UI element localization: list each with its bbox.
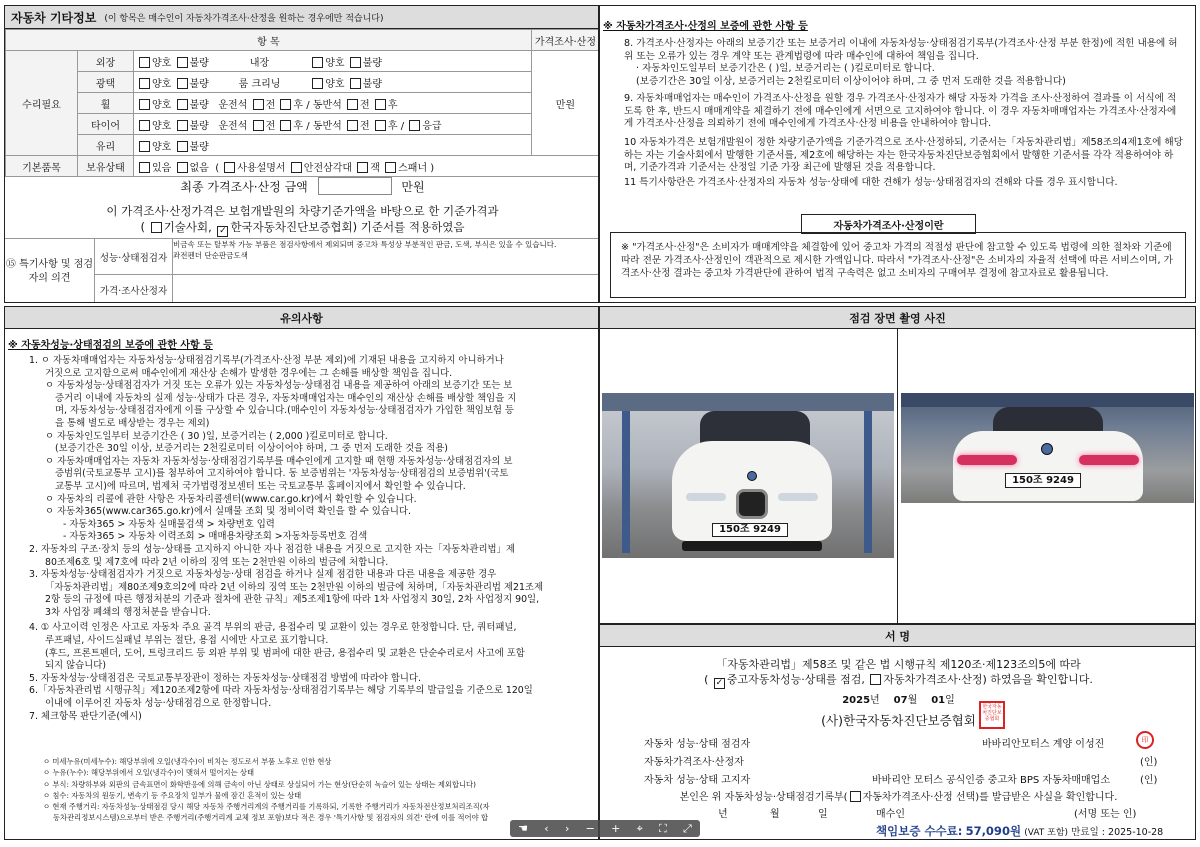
row-interior: 내장 bbox=[249, 57, 270, 69]
fit-icon[interactable]: ⛶ bbox=[659, 821, 667, 835]
perf-inspector-label: 성능·상태점검자 bbox=[95, 239, 173, 275]
row-wheel: 휠 bbox=[78, 93, 134, 114]
para-8: 8. 가격조사·산정자는 아래의 보증기간 또는 보증거리 이내에 자동차성능·상태점검기록부(가격조사·산정 부분 한정)에 적힌 내용에 허위 또는 오류가 있는 경우 계약 또는 관계법령에 따라 매수인에 대하여 책임을 집니다. bbox=[624, 38, 1178, 62]
row-glass-options: 양호 불량 bbox=[134, 135, 532, 156]
kaa-checkbox[interactable]: ✓ bbox=[219, 226, 227, 236]
chevron-left-icon[interactable]: ‹ bbox=[544, 822, 549, 835]
row-tire-options: 양호 불량 운전석 전 후 / 동반석 전 후 / 응급 bbox=[134, 114, 532, 135]
price-unit: 만원 bbox=[531, 51, 599, 156]
wheel-driver-rear-checkbox[interactable] bbox=[280, 99, 291, 110]
row-gloss: 광택 bbox=[78, 72, 134, 93]
exterior-good-checkbox[interactable] bbox=[139, 57, 150, 68]
tire-good-checkbox[interactable] bbox=[139, 120, 150, 131]
fee-value: 57,090원 bbox=[965, 824, 1022, 838]
expand-icon[interactable]: ⤢ bbox=[683, 821, 692, 835]
tire-pass-front-checkbox[interactable] bbox=[347, 120, 358, 131]
roomclean-bad-checkbox[interactable] bbox=[350, 78, 361, 89]
row-exterior-options: 양호 불량 내장 양호 불량 bbox=[134, 51, 532, 72]
section-title-bar bbox=[5, 6, 598, 29]
rear-license-plate: 150조 9249 bbox=[1005, 473, 1081, 488]
holding-options: 있음 없음 ( 사용설명서 안전삼각대 잭 스패너 ) bbox=[134, 156, 600, 177]
buyer-price-checkbox[interactable] bbox=[850, 791, 861, 802]
inspector-seal-icon: 印 bbox=[1136, 731, 1154, 749]
tire-driver-rear-checkbox[interactable] bbox=[280, 120, 291, 131]
repair-label: 수리필요 bbox=[6, 51, 78, 156]
manual-checkbox[interactable] bbox=[224, 162, 235, 173]
law-line: 「자동차관리법」제58조 및 같은 법 시행규칙 제120조·제123조의5에 따라 bbox=[716, 658, 1081, 671]
role-row-3: 자동차 성능·상태 고지자 바바리안 모터스 공식인증 중고차 BPS 자동차매매업소 (인) bbox=[644, 775, 1158, 786]
precautions-heading: ※ 자동차성능·상태점검의 보증에 관한 사항 등 bbox=[8, 340, 213, 351]
row-room-clean: 룸 크리닝 bbox=[238, 78, 281, 90]
wheel-pass-rear-checkbox[interactable] bbox=[375, 99, 386, 110]
final-price-input[interactable] bbox=[318, 177, 392, 195]
front-license-plate: 150조 9249 bbox=[712, 523, 788, 537]
role-row-1: 자동차 성능·상태 점검자 바바리안모터스 계양 이성진 印 bbox=[644, 735, 1184, 750]
photos-header: 점검 장면 촬영 사진 bbox=[600, 307, 1195, 329]
guarantee-body bbox=[624, 38, 1185, 190]
confirm-choice: ( ✓ 중고자동차성능·상태를 점검, 자동차가격조사·산정) 하였음을 확인합니다. bbox=[704, 673, 1093, 688]
fee-row: 책임보증 수수료: 57,090원 (VAT 포함) 만료일 : 2025-10-28 bbox=[876, 824, 1164, 838]
wheel-bad-checkbox[interactable] bbox=[177, 99, 188, 110]
price-definition-title: 자동차가격조사·산정이란 bbox=[801, 214, 976, 234]
tire-bad-checkbox[interactable] bbox=[177, 120, 188, 131]
buyer-signature-field[interactable]: (서명 또는 인) bbox=[1074, 809, 1137, 820]
photos-panel bbox=[599, 306, 1196, 624]
gloss-good-checkbox[interactable] bbox=[139, 78, 150, 89]
section-note: (이 항목은 매수인이 자동차가격조사·산정을 원하는 경우에만 적습니다) bbox=[104, 13, 384, 24]
expiry-date: 만료일 : 2025-10-28 bbox=[1071, 827, 1164, 838]
chevron-right-icon[interactable]: › bbox=[564, 822, 570, 835]
tire-driver-front-checkbox[interactable] bbox=[253, 120, 264, 131]
col-price: 가격조사·산정 bbox=[531, 30, 599, 51]
signature-panel: 서 명 「자동차관리법」제58조 및 같은 법 시행규칙 제120조·제123조의5에 따라 ( ✓ 중고자동차성능·상태를 점검, 자동차가격조사·산정) 하였음을 확인합니다. 2025년 07월 01일 (사)한국자동차진단보증협회 한국자동차진단보증협회 자동차 성능·상태 점검자 바바리안모터스 계양 이성진 印 자동차가격조사·산정자 (인) 자동차 성능·상태 고지자 바바리안 모터스 공식인증 중고차 BPS 자동차매매업소 (인) 본인은 위 자동차성능·상태점검기록부( 자동차가격조사·산정 선택)를 발급받은 사실을 확인합니다. 년 월 일 매수인 (서명 또는 인) 책임보증 수수료: 57,090원 (VAT 포함) 만료일 : 2025-10-28 bbox=[599, 624, 1196, 840]
zoom-in-icon[interactable]: + bbox=[611, 822, 621, 835]
check-criteria-list: ㅇ 미세누유(미세누수): 해당부위에 오일(냉각수)이 비치는 정도로서 부품 노후로 인한 현상 ㅇ 누유(누수): 해당부위에서 오일(냉각수)이 맺혀서 떨어지는 상태 ㅇ 부식: 차량하부와 외판의 금속표면이 화학반응에 의해 금속이 아닌 상태로 상실되어 가는 현상(단순히 녹슬어 있는 상태는 제외합니다) ㅇ 침수: 자동차의 원동기, 변속기 등 주요장치 일부가 물에 잠긴 흔적이 있는 상태 ㅇ 현재 주행거리: 자동차성능·상태점검 당시 해당 자동차 주행거리계의 주행거리를 기록하되, 기록한 주행거리가 자동차전산정보처리조직(자 동차관리정보시스템)으로부터 받은 주행거리(주행거리계 교체 정보 포함)보다 적은 경우 '특기사항 및 점검자의 의견' 란에 이를 적어야 합 bbox=[43, 757, 490, 823]
basic-items-label: 기본품목 bbox=[6, 156, 78, 177]
target-icon[interactable]: ⌖ bbox=[636, 821, 643, 835]
holding-yes-checkbox[interactable] bbox=[139, 162, 150, 173]
para-11: 11 특기사항란은 가격조사·산정자의 자동차 성능·상태에 대한 견해가 성능·상태점검자의 견해와 다를 경우 표시합니다. bbox=[624, 177, 1118, 189]
exterior-bad-checkbox[interactable] bbox=[177, 57, 188, 68]
signature-header: 서 명 bbox=[600, 625, 1195, 647]
repair-table bbox=[5, 29, 599, 177]
interior-bad-checkbox[interactable] bbox=[350, 57, 361, 68]
car-front-photo[interactable] bbox=[602, 393, 894, 558]
zoom-out-icon[interactable]: − bbox=[585, 822, 595, 835]
hand-icon[interactable]: ☚ bbox=[518, 822, 528, 835]
final-price-row: 최종 가격조사·산정 금액 만원 bbox=[5, 177, 599, 195]
precautions-list: 1. ㅇ 자동차매매업자는 자동차성능·상태점검기록부(가격조사·산정 부분 제외)에 기재된 내용을 고지하지 아니하거나 거짓으로 고지함으로써 매수인에게 재산상 손해가 발생한 경우에는 그 손해를 배상할 책임을 집니다. ㅇ 자동차성능·상태점검자가 거짓 또는 오류가 있는 자동차성능·상태점검 내용을 제공하여 아래의 보증기간 또는 보 증거리 이내에 자동차의 실제 성능·상태가 다른 경우, 자동차매매업자는 매수인의 재산상 손해를 배상할 책임을 지 며, 자동차성능·상태점검자에게 이를 구상할 수 있습니다.(매수인이 자동차성능·상태점검자가 가입한 책임보험 등 을 통해 별도로 배상받는 경우는 제외) ㅇ 자동차인도일부터 보증기간은 ( 30 )일, 보증거리는 ( 2,000 )킬로미터로 합니다. (보증기간은 30일 이상, 보증거리는 2천킬로미터 이상이어야 하며, 그 중 먼저 도래한 것을 적용) ㅇ 자동차매매업자는 자동차 자동차성능·상태점검기록부를 매수인에게 고지할 때 현행 자동차성능·상태점검자의 보 증범위(국토교통부 고시)를 첨부하여 고지하여야 합니다. 동 보증범위는 '자동차성능·상태점검의 보증범위'(국토 교통부 고시)에 따르며, 법제처 국가법령정보센터 또는 국토교통부 홈페이지에서 확인할 수 있습니다. ㅇ 자동차의 리콜에 관한 사항은 자동차리콜센터(www.car.go.kr)에서 확인할 수 있습니다. ㅇ 자동차365(www.car365.go.kr)에서 실매물 조회 및 정비이력 확인을 할 수 있습니다. - 자동차365 > 자동차 실매물검색 > 차량번호 입력 - 자동차365 > 자동차 이력조회 > 매매용차량조회 >자동차등록번호 검색 2. 자동차의 구조·장치 등의 성능·상태를 고지하지 아니한 자나 점검한 내용을 거짓으로 고지한 자는「자동차관리법」제 80조제6호 및 제7호에 따라 2년 이하의 징역 또는 2천만원 이하의 벌금에 처합니다. 3. 자동차성능·상태점검자가 거짓으로 자동차성능·상태 점검을 하거나 실제 점검한 내용과 다른 내용을 제공한 경우 「자동차관리법」제80조제9호의2에 따라 2년 이하의 징역 또는 2천만원 이하의 벌금에 처하며,「자동차관리법 제21조제 2항 등의 규정에 따른 행정처분의 기준과 절차에 관한 규칙」제5조제1항에 따라 1차 사업정지 30일, 2차 사업정지 90일, 3차 사업장 폐쇄의 행정처분을 받습니다. 4. ① 사고이력 인정은 사고로 자동차 주요 골격 부위의 판금, 용접수리 및 교환이 있는 경우로 한정합니다. 단, 쿼터패널, 루프패널, 사이드실패널 부위는 절단, 용접 시에만 사고로 표기합니다. (후드, 프론트펜더, 도어, 트렁크리드 등 외판 부위 및 범퍼에 대한 판금, 용접수리 및 교환은 단순수리로서 사고에 포함 되지 않습니다) 5. 자동차성능·상태점검은 국토교통부장관이 정하는 자동차성능·상태점검 방법에 따라야 합니다. 6.「자동차관리법 시행규칙」제120조제2항에 따라 자동차성능·상태점검기록부는 해당 기록부의 발급일을 기준으로 120일 이내에 이루어진 자동차 성능·상태점검으로 한정합니다. 7. 체크항목 판단기준(예시) bbox=[29, 355, 544, 722]
basis-line-1: 이 가격조사·산정가격은 보험개발원의 차량기준가액을 바탕으로 한 기준가격과 bbox=[106, 204, 499, 218]
triangle-checkbox[interactable] bbox=[291, 162, 302, 173]
precautions-panel bbox=[4, 306, 599, 840]
issue-date: 2025년 07월 01일 bbox=[842, 695, 955, 706]
para-10: 10 자동차가격은 보험개발원이 정한 차량기준가액을 기준가격으로 조사·산정하되, 기준서는「자동차관리법」제58조의4제1호에 해당하는 자는 기술사회에서 발행한 기준서를, 제2호에 해당하는 자는 한국자동차진단보증협회에서 발행한 기준서를 각각 적용하여야 하며, 기준가격과 기준서는 산정일 기준 가장 최근에 발행된 것을 적용합니다. bbox=[624, 136, 1183, 174]
buyer-confirm: 본인은 위 자동차성능·상태점검기록부( 자동차가격조사·산정 선택)를 발급받은 사실을 확인합니다. bbox=[679, 792, 1118, 803]
price-guarantee-panel bbox=[599, 5, 1196, 303]
roomclean-good-checkbox[interactable] bbox=[312, 78, 323, 89]
row-gloss-options: 양호 불량 룸 크리닝 양호 불량 bbox=[134, 72, 532, 93]
jack-checkbox[interactable] bbox=[357, 162, 368, 173]
row-exterior: 외장 bbox=[78, 51, 134, 72]
wheel-pass-front-checkbox[interactable] bbox=[347, 99, 358, 110]
glass-bad-checkbox[interactable] bbox=[177, 141, 188, 152]
interior-good-checkbox[interactable] bbox=[312, 57, 323, 68]
fee-label: 책임보증 수수료: bbox=[876, 824, 963, 838]
para-8a: · 자동차인도일부터 보증기간은 ( )일, 보증거리는 ( )킬로미터로 합니다. bbox=[636, 63, 935, 75]
spanner-checkbox[interactable] bbox=[385, 162, 396, 173]
basis-line-2: ( 기술사회, ✓ 한국자동차진단보증협회) 기준서를 적용하였음 bbox=[140, 220, 465, 236]
price-inspector-label: 가격·조사산정자 bbox=[95, 275, 173, 303]
glass-good-checkbox[interactable] bbox=[139, 141, 150, 152]
para-9: 9. 자동차매매업자는 매수인이 가격조사·산정을 원할 경우 가격조사·산정자가 해당 자동차 가격을 조사·산정하여 결과를 이 서식에 적도록 한 후, 반드시 매매계약을 체결하기 전에 매수인에게 서면으로 고지하여야 합니다. 이 경우 자동차매매업자는 가격조사·산정자에게 가격조사·산정을 의뢰하기 전에 매수인에게 가격조사·산정 비용을 안내하여야 합니다. bbox=[624, 92, 1177, 130]
special-notes-area bbox=[5, 238, 599, 303]
wheel-driver-front-checkbox[interactable] bbox=[253, 99, 264, 110]
section-title: 자동차 기타정보 bbox=[11, 10, 97, 25]
holding-no-checkbox[interactable] bbox=[177, 162, 188, 173]
tech-society-checkbox[interactable] bbox=[151, 222, 162, 233]
organization-name: (사)한국자동차진단보증협회 bbox=[821, 713, 976, 728]
car-rear-photo[interactable] bbox=[901, 393, 1194, 503]
viewer-toolbar bbox=[510, 820, 700, 837]
wheel-good-checkbox[interactable] bbox=[139, 99, 150, 110]
price-definition-box: ※ "가격조사·산정"은 소비자가 매매계약을 체결함에 있어 중고차 가격의 적절성 판단에 참고할 수 있도록 법령에 의한 절차와 기준에 따라 전문 가격조사·산정인이 객관적으로 제시한 가액입니다. 따라서 "가격조사·산정"은 소비자의 자율적 선택에 따른 서비스이며, 가격조사·산정 결과는 중고차 가격판단에 관하여 법적 구속력은 없고 소비자의 구매여부 결정에 참고자료로 활용됩니다. bbox=[610, 232, 1186, 298]
gloss-bad-checkbox[interactable] bbox=[177, 78, 188, 89]
para-8b: (보증기간은 30일 이상, 보증거리는 2천킬로미터 이상이어야 하며, 그 중 먼저 도래한 것을 적용합니다) bbox=[636, 76, 1066, 88]
special-notes-label: ⑮ 특기사항 및 점검자의 의견 bbox=[5, 239, 95, 303]
tire-emergency-checkbox[interactable] bbox=[409, 120, 420, 131]
precautions-header: 유의사항 bbox=[5, 307, 598, 329]
vehicle-other-info-panel bbox=[4, 5, 599, 303]
tire-pass-rear-checkbox[interactable] bbox=[375, 120, 386, 131]
role-row-2: 자동차가격조사·산정자 (인) bbox=[644, 757, 1158, 768]
perf-inspector-note: 비금속 또는 탈부착 가능 부품은 점검사항에서 제외되며 중고차 특성상 부분적인 판금, 도색, 부식은 있을 수 있습니다. 좌전펜더 단순판금도색 bbox=[173, 240, 598, 275]
row-tire: 타이어 bbox=[78, 114, 134, 135]
guarantee-heading: ※ 자동차가격조사·산정의 보증에 관한 사항 등 bbox=[603, 21, 808, 32]
row-glass: 유리 bbox=[78, 135, 134, 156]
row-wheel-options: 양호 불량 운전석 전 후 / 동반석 전 후 bbox=[134, 93, 532, 114]
col-item: 항 목 bbox=[6, 30, 532, 51]
holding-label: 보유상태 bbox=[78, 156, 134, 177]
price-check-checkbox[interactable] bbox=[870, 674, 881, 685]
perf-check-checkbox[interactable]: ✓ bbox=[715, 678, 724, 688]
org-seal: 한국자동차진단보증협회 bbox=[979, 701, 1005, 729]
